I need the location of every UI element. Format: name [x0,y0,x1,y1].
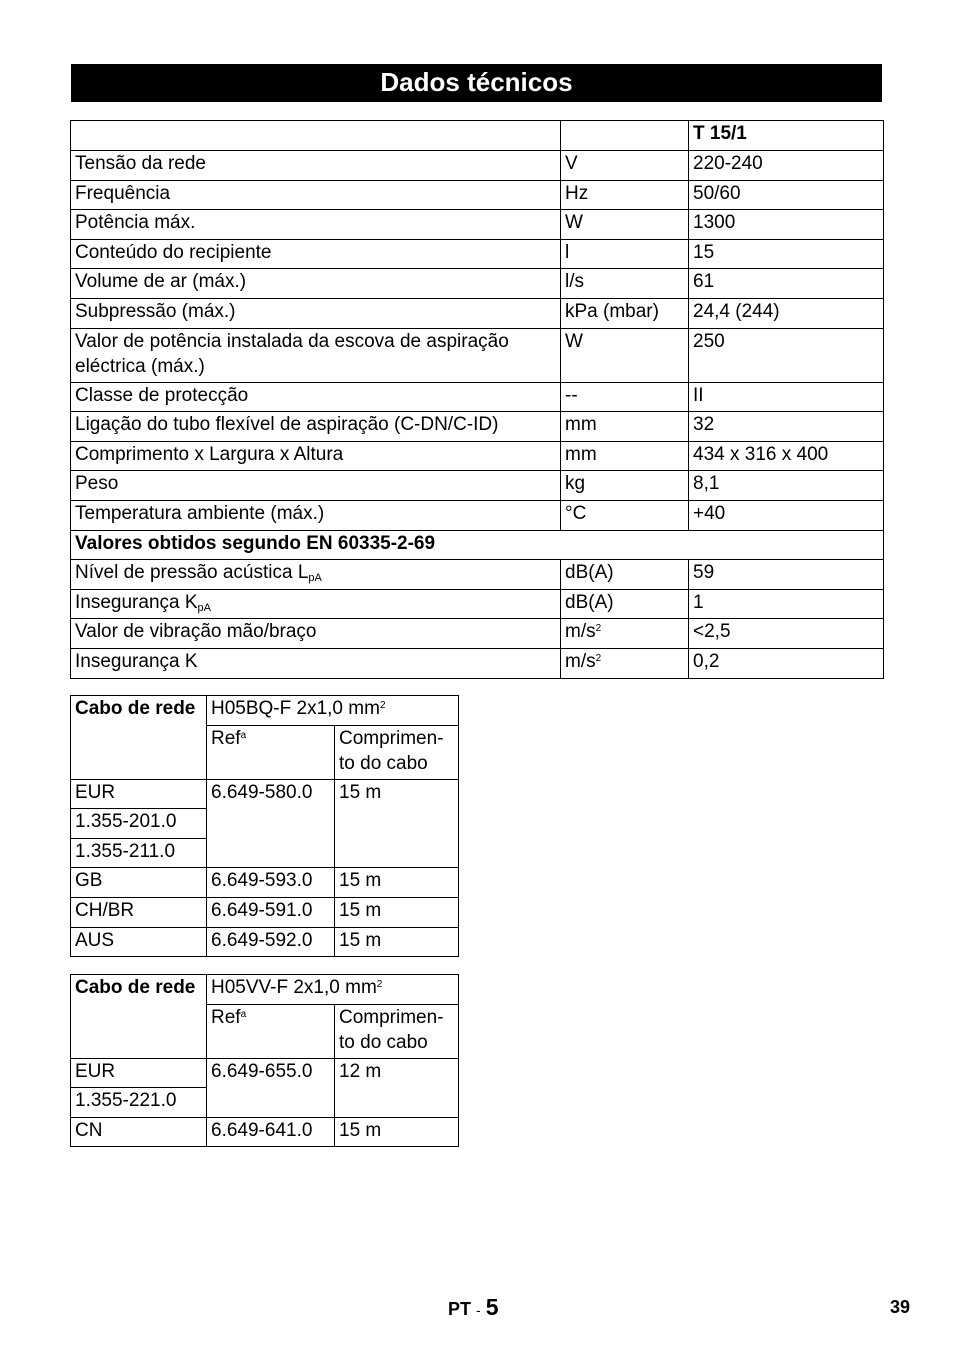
row-value: 59 [689,560,884,590]
row-value: 50/60 [689,180,884,210]
row-unit-sup: 2 [595,623,602,635]
cable-country: EUR [71,1058,207,1088]
row-unit-text: m/s [565,650,596,672]
table-row [71,868,459,898]
row-label-text: Nível de pressão acústica L [75,562,309,584]
row-label: Peso [71,471,561,501]
table-row [71,298,884,328]
row-value: 1300 [689,210,884,240]
row-value: 250 [689,328,884,382]
row-label: Classe de protecção [71,382,561,412]
cable-table-1 [70,695,459,957]
row-unit: l/s [561,269,689,299]
cable-country: AUS [71,927,207,957]
cable-label: Cabo de rede [71,696,207,780]
row-value: 434 x 316 x 400 [689,441,884,471]
row-unit: Hz [561,180,689,210]
table-row [71,1117,459,1147]
cable-length: 12 m [335,1058,459,1117]
row-value: +40 [689,500,884,530]
cable-ref: 6.649-592.0 [207,927,335,957]
cable-label: Cabo de rede [71,975,207,1059]
ref-header-text: Ref [211,1006,241,1028]
model-name: T 15/1 [689,121,884,151]
footer-lang: PT [448,1299,472,1319]
table-row [71,471,884,501]
row-label: Valor de potência instalada da escova de aspiração eléctrica (máx.) [71,328,561,382]
row-unit: -- [561,382,689,412]
table-row [71,589,884,619]
cable-ref: 6.649-641.0 [207,1117,335,1147]
table-row [71,500,884,530]
ref-header-text: Ref [211,727,241,749]
row-unit: dB(A) [561,560,689,590]
row-unit: mm [561,441,689,471]
row-value: 15 [689,239,884,269]
ref-header-sup: a [240,729,247,741]
table-row [71,412,884,442]
row-label-sub: pA [308,572,322,585]
row-unit: W [561,328,689,382]
row-label: Insegurança K [71,648,561,678]
table-row [71,151,884,181]
row-label: Frequência [71,180,561,210]
row-value: 24,4 (244) [689,298,884,328]
cable-ref: 6.649-593.0 [207,868,335,898]
row-label: Conteúdo do recipiente [71,239,561,269]
table-row [71,1058,459,1088]
table-row [71,239,884,269]
row-unit: °C [561,500,689,530]
table-row [71,927,459,957]
cable-type-sup: 2 [379,700,386,711]
table-row [71,897,459,927]
row-value: 8,1 [689,471,884,501]
cable-type-text: H05VV-F 2x1,0 mm [211,977,377,998]
row-label [71,589,561,619]
cable-ref: 6.649-591.0 [207,897,335,927]
row-label-text: Insegurança K [75,591,198,613]
cable-ref: 6.649-655.0 [207,1058,335,1117]
table-row [71,696,459,726]
spec-header-empty-unit [561,121,689,151]
cable-type-text: H05BQ-F 2x1,0 mm [211,698,380,719]
cable-table-2 [70,974,459,1147]
row-label: Potência máx. [71,210,561,240]
footer-separator: - [476,1302,481,1318]
cable-country: 1.355-201.0 [71,809,207,839]
table-row [71,975,459,1005]
row-value: 0,2 [689,648,884,678]
cable-country: 1.355-221.0 [71,1088,207,1118]
cable-length: 15 m [335,868,459,898]
row-unit-text: m/s [565,621,596,643]
ref-header [207,1004,335,1058]
row-value: 1 [689,589,884,619]
table-row [71,648,884,678]
row-value: 220-240 [689,151,884,181]
row-unit: l [561,239,689,269]
row-value: 32 [689,412,884,442]
row-label: Subpressão (máx.) [71,298,561,328]
row-unit: kg [561,471,689,501]
ref-header [207,725,335,779]
table-row [71,619,884,649]
cable-country: EUR [71,779,207,809]
row-label: Tensão da rede [71,151,561,181]
row-label [71,560,561,590]
cable-type [207,975,459,1005]
row-label: Temperatura ambiente (máx.) [71,500,561,530]
table-row [71,441,884,471]
table-row [71,382,884,412]
row-unit: kPa (mbar) [561,298,689,328]
section-heading-row [71,530,884,560]
row-unit-sup: 2 [595,652,602,664]
row-unit: V [561,151,689,181]
cable-type-sup: 2 [376,979,383,990]
cable-country: 1.355-211.0 [71,838,207,868]
row-label: Comprimento x Largura x Altura [71,441,561,471]
table-row [71,210,884,240]
cable-length: 15 m [335,897,459,927]
spec-table [70,120,884,679]
row-value: <2,5 [689,619,884,649]
row-value: II [689,382,884,412]
cable-type [207,696,459,726]
page-title: Dados técnicos [71,64,882,102]
section-heading: Valores obtidos segundo EN 60335-2-69 [71,530,884,560]
table-row [71,779,459,809]
row-unit: W [561,210,689,240]
footer-section-number: 5 [485,1294,499,1320]
cable-country: CN [71,1117,207,1147]
row-label-sub: pA [197,601,211,614]
cable-country: CH/BR [71,897,207,927]
row-unit: dB(A) [561,589,689,619]
cable-length: 15 m [335,1117,459,1147]
ref-header-sup: a [240,1008,247,1020]
spec-header-empty [71,121,561,151]
row-unit: mm [561,412,689,442]
table-row [71,328,884,382]
cable-country: GB [71,868,207,898]
table-row [71,560,884,590]
row-label: Volume de ar (máx.) [71,269,561,299]
page-number: 39 [890,1297,911,1317]
table-row [71,180,884,210]
table-row [71,269,884,299]
row-value: 61 [689,269,884,299]
length-header: Comprimen-to do cabo [335,1004,459,1058]
cable-ref: 6.649-580.0 [207,779,335,868]
row-label: Valor de vibração mão/braço [71,619,561,649]
row-label: Ligação do tubo flexível de aspiração (C-DN/C-ID) [71,412,561,442]
cable-length: 15 m [335,927,459,957]
spec-header-row [71,121,884,151]
length-header: Comprimen-to do cabo [335,725,459,779]
cable-length: 15 m [335,779,459,868]
row-unit [561,648,689,678]
footer-section [448,1294,499,1321]
row-unit [561,619,689,649]
